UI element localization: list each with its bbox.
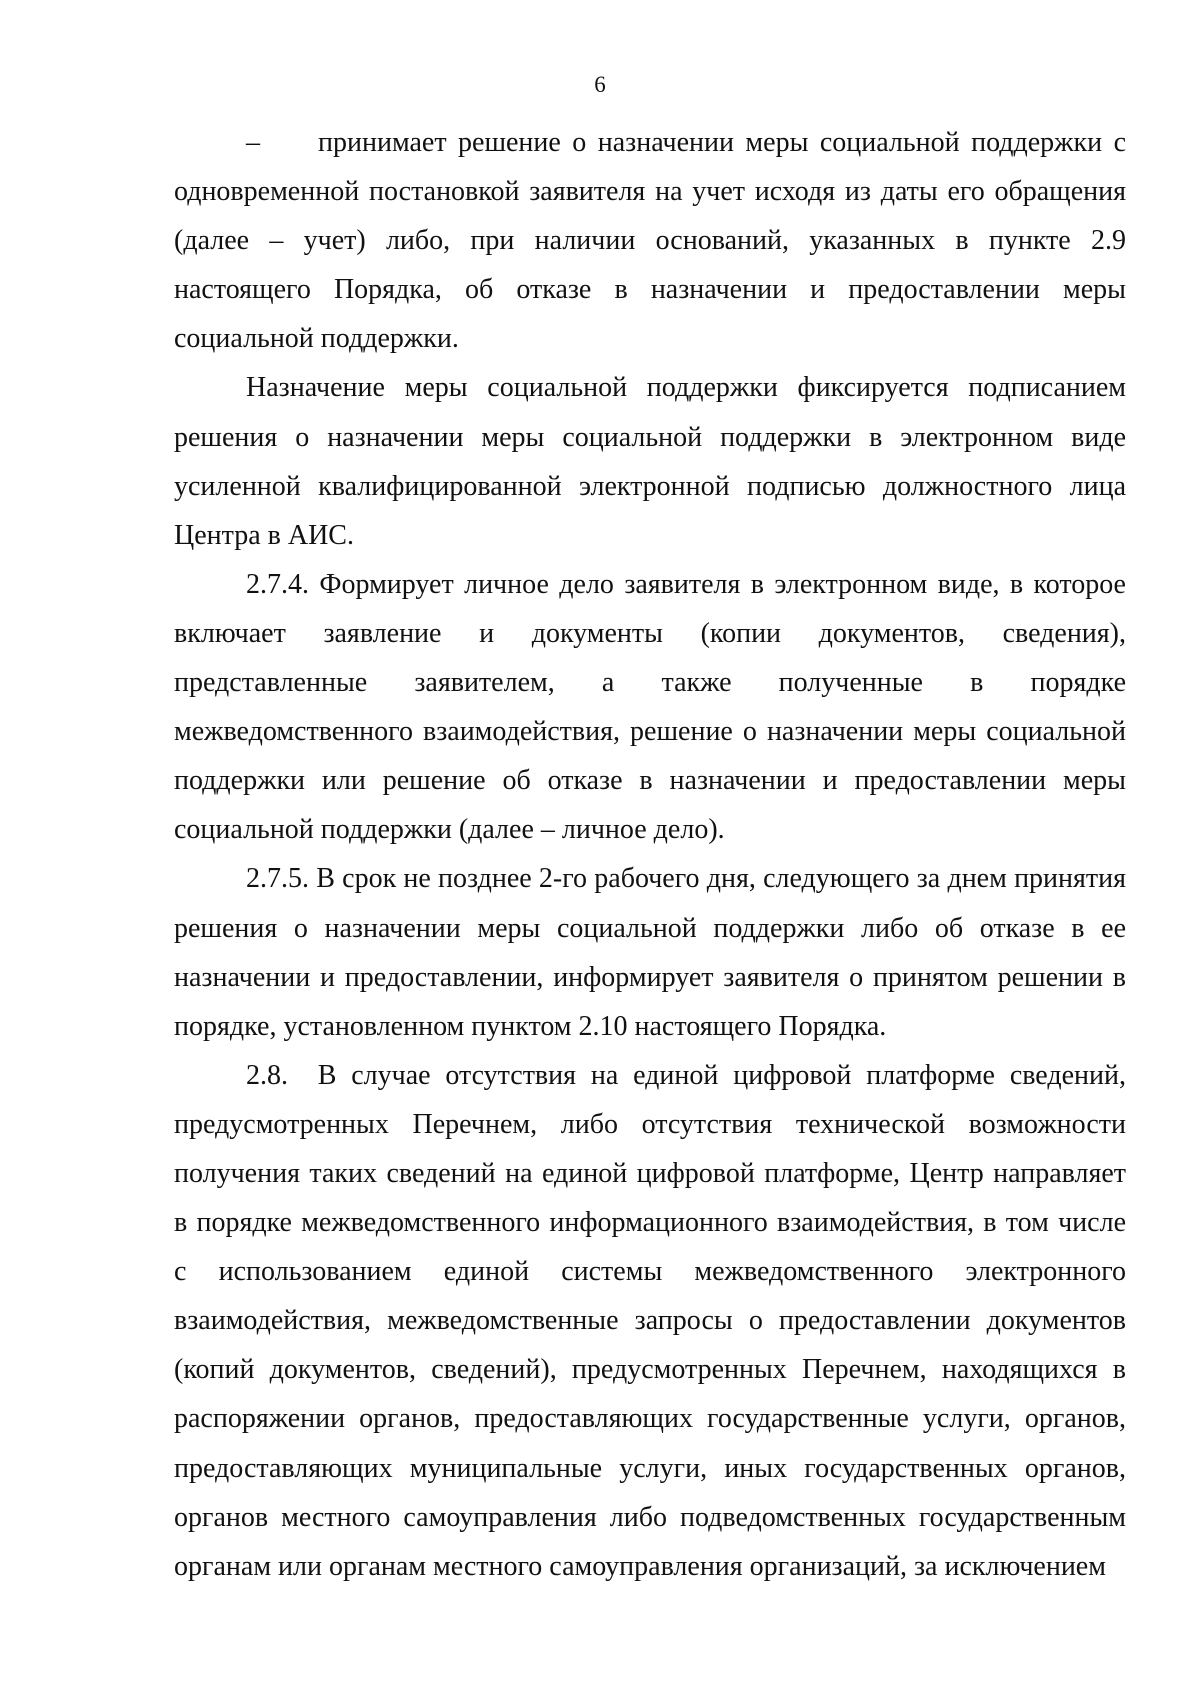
page-number: 6 bbox=[594, 72, 606, 97]
paragraph-2-7-4: 2.7.4. Формирует личное дело заявителя в электронном виде, в которое включает заявление и документы (копии документов, сведения), представленные заявителем, а также полученные в порядке межведомственного взаимодействия, решение о назначении меры социальной поддержки или решение об отказе в назначении и предоставлении меры социальной поддержки (далее – личное дело). bbox=[174, 568, 1126, 846]
paragraph-decision bbox=[174, 118, 1126, 363]
paragraph-2-8: 2.8. В случае отсутствия на единой цифровой платформе сведений, предусмотренных Перечнем, либо отсутствия технической возможности получения таких сведений на единой цифровой платформе, Центр направляет в порядке межведомственного информационного взаимодействия, в том числе с использованием единой системы межведомственного электронного взаимодействия, межведомственные запросы о предоставлении документов (копий документов, сведений), предусмотренных Перечнем, находящихся в распоряжении органов, предоставляющих государственные услуги, органов, предоставляющих муниципальные услуги, иных государственных органов, органов местного самоуправления либо подведомственных государственным органам или органам местного самоуправления организаций, за исключением bbox=[174, 1059, 1133, 1582]
paragraph-assignment-fixation: Назначение меры социальной поддержки фиксируется подписанием решения о назначении меры социальной поддержки в электронном виде усиленной квалифицированной электронной подписью должностного лица Центра в АИС. bbox=[174, 372, 1126, 551]
paragraph-decision-text: принимает решение о назначении меры социальной поддержки с одновременной постановкой заявителя на учет исходя из даты его обращения (далее – учет) либо, при наличии оснований, указанных в пункте 2.9 настоящего Порядка, об отказе в назначении и предоставлении меры социальной поддержки. bbox=[174, 127, 1126, 355]
document-body bbox=[174, 118, 1133, 1591]
paragraph-2-7-5: 2.7.5. В срок не позднее 2-го рабочего дня, следующего за днем принятия решения о назначении меры социальной поддержки либо об отказе в ее назначении и предоставлении, информирует заявителя о принятом решении в порядке, установленном пунктом 2.10 настоящего Порядка. bbox=[174, 863, 1126, 1042]
list-dash: – bbox=[246, 127, 260, 158]
